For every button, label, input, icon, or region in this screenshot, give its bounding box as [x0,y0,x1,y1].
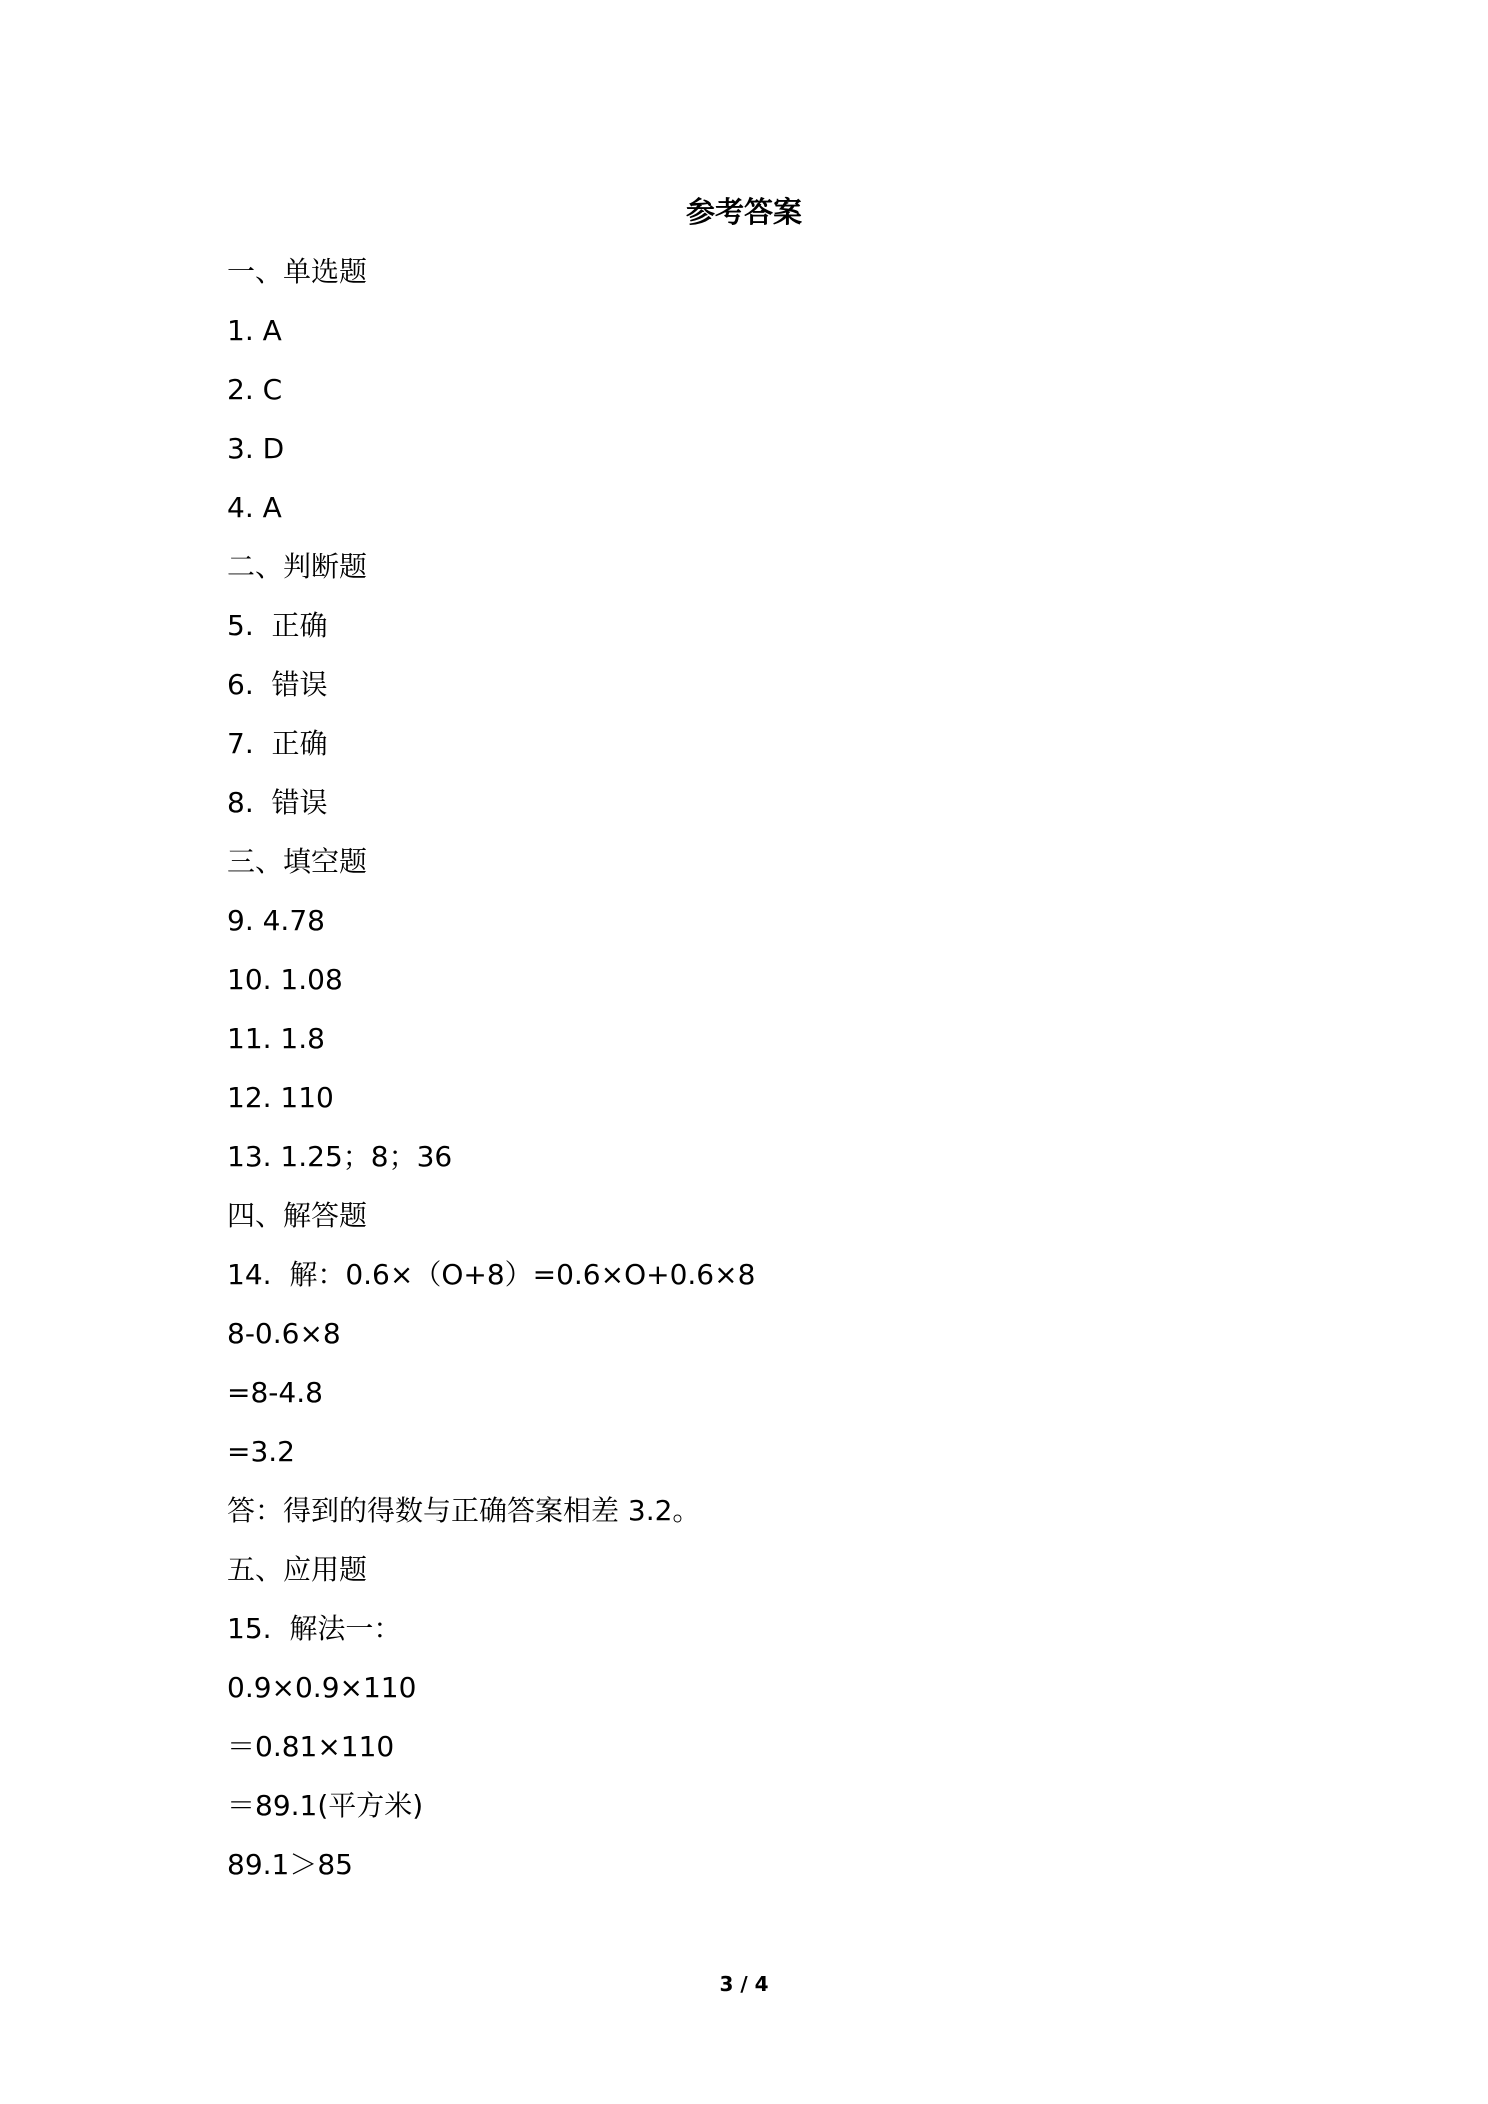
answer-line: 89.1＞85 [227,1848,353,1881]
section-heading: 五、应用题 [227,1553,368,1586]
page-number: 3 / 4 [719,1972,769,1996]
answer-line: 14. 解：0.6×（O+8）=0.6×O+0.6×8 [227,1258,756,1291]
section-heading: 四、解答题 [227,1199,368,1232]
page-title: 参考答案 [685,195,802,229]
section-heading: 一、单选题 [227,255,368,288]
answer-line: 0.9×0.9×110 [227,1671,417,1704]
section-heading: 二、判断题 [227,550,368,583]
answer-line: ＝89.1(平方米) [227,1789,424,1822]
answer-line: 6. 错误 [227,668,328,701]
answer-line: 10. 1.08 [227,963,343,996]
section-heading: 三、填空题 [227,845,368,878]
answer-line: 9. 4.78 [227,904,325,937]
answer-line: =3.2 [227,1435,295,1468]
section-true-false [227,537,1267,832]
answer-line: 15. 解法一： [227,1612,402,1645]
answer-line: 3. D [227,432,285,465]
answer-line: 2. C [227,373,283,406]
answer-line: 12. 110 [227,1081,334,1114]
answer-line: 8-0.6×8 [227,1317,341,1350]
section-single-choice [227,242,1267,537]
answer-content [227,183,1267,1894]
section-solve [227,1186,1267,1540]
title-spacer [227,183,1267,242]
answer-line: 7. 正确 [227,727,328,760]
answer-line: 1. A [227,314,282,347]
answer-line: 5. 正确 [227,609,328,642]
answer-line: 13. 1.25；8；36 [227,1140,453,1173]
answer-line: 11. 1.8 [227,1022,325,1055]
answer-line: 4. A [227,491,282,524]
answer-line: ＝0.81×110 [227,1730,395,1763]
answer-line: =8-4.8 [227,1376,323,1409]
section-fill-blank [227,832,1267,1186]
answer-line: 8. 错误 [227,786,328,819]
answer-line: 答：得到的得数与正确答案相差 3.2。 [227,1494,701,1527]
section-application [227,1540,1267,1894]
